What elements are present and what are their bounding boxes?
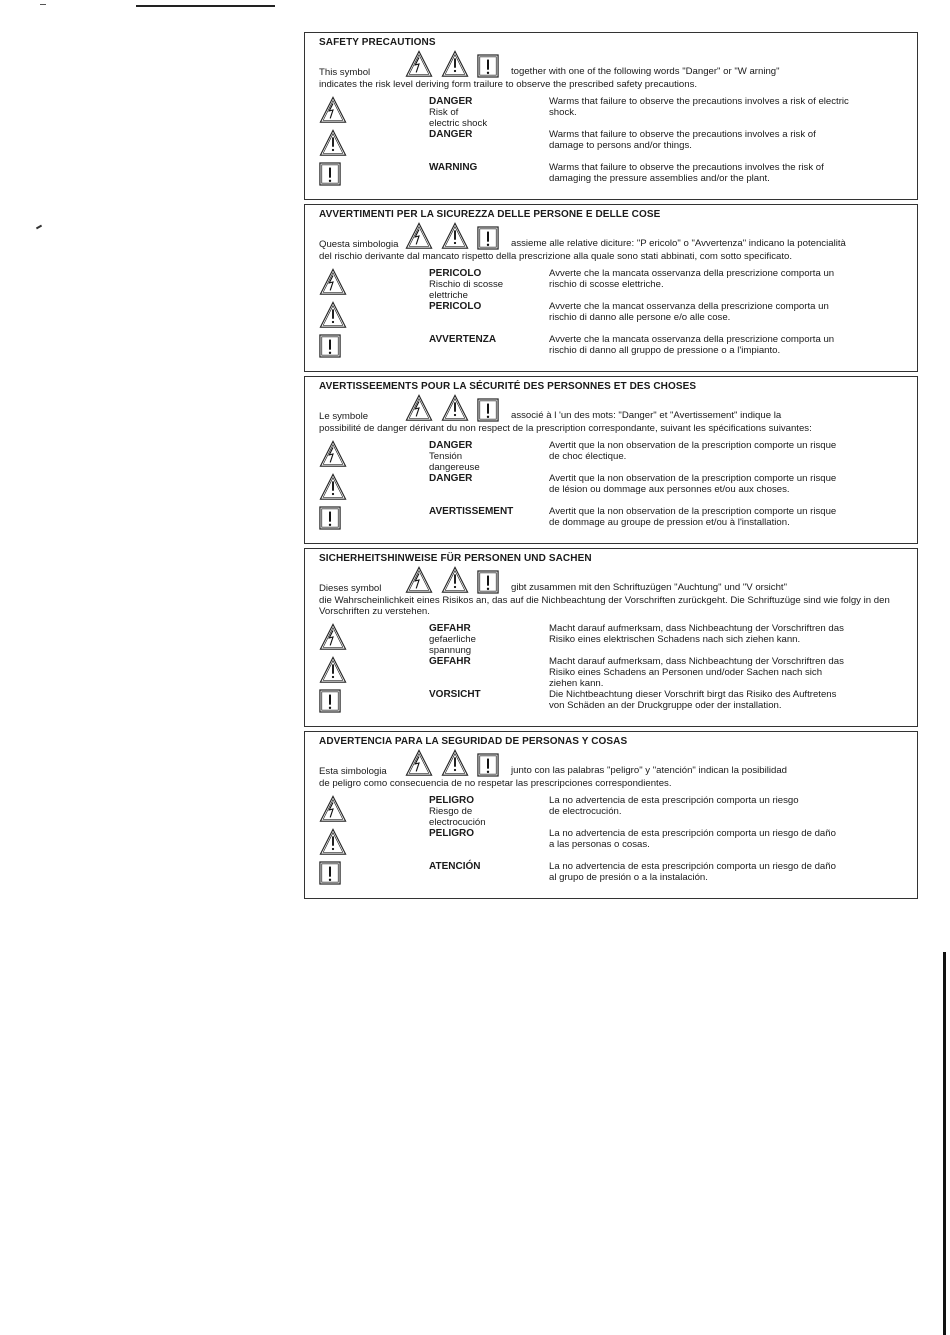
precaution-subtitle: electrocución	[429, 817, 486, 828]
description-line: Avverte che la mancat osservanza della prescrizione comporta un	[549, 301, 829, 312]
electric-shock-icon	[319, 96, 429, 129]
intro-text-continued: de peligro como consecuencia de no respetar las prescripciones correspondientes.	[319, 778, 672, 789]
precaution-description	[549, 828, 907, 861]
electric-shock-icon	[405, 566, 433, 594]
precaution-level: AVVERTENZA	[429, 334, 497, 345]
description-line: La no advertencia de esta prescripción comporta un riesgo de daño	[549, 828, 836, 839]
precaution-level: AVERTISSEMENT	[429, 506, 514, 517]
electric-shock-icon	[319, 440, 429, 473]
intro-text: junto con las palabras "peligro" y "atención" indican la posibilidad	[511, 765, 788, 776]
precaution-level: PERICOLO	[429, 301, 482, 312]
precaution-description	[549, 623, 907, 656]
danger-icon	[441, 222, 469, 250]
precaution-level: VORSICHT	[429, 689, 481, 700]
precaution-row	[319, 440, 907, 473]
description-line: Avverte che la mancata osservanza della prescrizione comporta un	[549, 334, 835, 345]
precaution-description	[549, 861, 907, 894]
precaution-subtitle: Tensión	[429, 451, 463, 462]
electric-shock-icon	[405, 394, 433, 422]
intro-lead: Esta simbologia	[319, 766, 387, 777]
precaution-label	[429, 129, 549, 162]
intro-lead: Le symbole	[319, 411, 369, 422]
section-intro	[319, 400, 907, 434]
section-intro	[319, 56, 907, 90]
danger-icon	[441, 749, 469, 777]
intro-lead: Questa simbologia	[319, 239, 399, 250]
description-line: de choc électique.	[549, 451, 627, 462]
safety-sections	[304, 32, 918, 899]
danger-icon	[319, 473, 429, 506]
precaution-row	[319, 623, 907, 656]
description-line: al grupo de presión o a la instalación.	[549, 872, 708, 883]
symbol-group	[405, 749, 499, 777]
precaution-description	[549, 795, 907, 828]
precaution-label	[429, 268, 549, 301]
precaution-description	[549, 440, 907, 473]
precaution-label	[429, 301, 549, 334]
danger-icon	[441, 394, 469, 422]
precaution-label	[429, 623, 549, 656]
warning-icon	[319, 162, 429, 195]
precaution-row	[319, 129, 907, 162]
intro-line	[319, 228, 907, 250]
description-line: von Schäden an der Druckgruppe oder der installation.	[549, 700, 782, 711]
electric-shock-icon	[319, 795, 429, 828]
precaution-label	[429, 162, 549, 195]
warning-icon	[319, 506, 429, 539]
precaution-label	[429, 440, 549, 473]
intro-lead: Dieses symbol	[319, 583, 382, 594]
warning-icon	[477, 570, 499, 594]
intro-text-continued: die Wahrscheinlichkeit eines Risikos an, das auf die Nichbeachtung der Vorschriften zurückgeht. Die Schriftuzüge sind wie folgy in den Vorschriften zu verstehen.	[319, 595, 890, 617]
precaution-list	[319, 795, 907, 894]
precaution-description	[549, 689, 907, 722]
precaution-row	[319, 506, 907, 539]
precaution-level: DANGER	[429, 129, 473, 140]
precaution-label	[429, 96, 549, 129]
description-line: rischio di danno all gruppo de pressione o a l'impianto.	[549, 345, 781, 356]
description-line: damaging the pressure assemblies and/or the plant.	[549, 173, 770, 184]
electric-shock-icon	[405, 50, 433, 78]
description-line: Avverte che la mancata osservanza della prescrizione comporta un	[549, 268, 835, 279]
intro-text: together with one of the following words "Danger" or "W arning"	[511, 66, 780, 77]
safety-section-fr	[304, 376, 918, 544]
warning-icon	[319, 334, 429, 367]
precaution-subtitle: electric shock	[429, 118, 488, 129]
precaution-description	[549, 301, 907, 334]
precaution-level: GEFAHR	[429, 623, 471, 634]
precaution-label	[429, 795, 549, 828]
precaution-row	[319, 334, 907, 367]
precaution-label	[429, 656, 549, 689]
precaution-level: PERICOLO	[429, 268, 482, 279]
description-line: La no advertencia de esta prescripción comporta un riesgo de daño	[549, 861, 836, 872]
precaution-row	[319, 861, 907, 894]
precaution-level: WARNING	[429, 162, 478, 173]
scan-mark	[36, 225, 42, 230]
description-line: Avertit que la non observation de la prescription comporte un risque	[549, 506, 837, 517]
danger-icon	[319, 656, 429, 689]
precaution-row	[319, 473, 907, 506]
intro-text: associé à l 'un des mots: "Danger" et "Avertissement" indique la	[511, 410, 782, 421]
description-line: shock.	[549, 107, 577, 118]
warning-icon	[477, 226, 499, 250]
precaution-level: DANGER	[429, 440, 473, 451]
intro-text: assieme alle relative diciture: "P ericolo" o "Avvertenza" indicano la potencialità	[511, 238, 846, 249]
precaution-row	[319, 96, 907, 129]
precaution-label	[429, 334, 549, 367]
description-line: Avertit que la non observation de la prescription comporte un risque	[549, 440, 837, 451]
precaution-label	[429, 828, 549, 861]
precaution-level: PELIGRO	[429, 795, 475, 806]
precaution-row	[319, 828, 907, 861]
electric-shock-icon	[405, 222, 433, 250]
precaution-label	[429, 506, 549, 539]
description-line: de electrocución.	[549, 806, 622, 817]
intro-text-continued: possibilité de danger dérivant du non respect de la prescription correspondante, suivant les spécifications suivantes:	[319, 423, 812, 434]
section-title: AVERTISSEEMENTS POUR LA SÉCURITÉ DES PERSONNES ET DES CHOSES	[319, 381, 697, 392]
precaution-description	[549, 656, 907, 689]
precaution-subtitle: elettriche	[429, 290, 468, 301]
warning-icon	[477, 753, 499, 777]
precaution-row	[319, 689, 907, 722]
warning-icon	[319, 689, 429, 722]
precaution-description	[549, 96, 907, 129]
intro-line	[319, 572, 907, 594]
description-line: Risiko eines elektrischen Schadens nach sich ziehen kann.	[549, 634, 801, 645]
precaution-description	[549, 334, 907, 367]
precaution-level: DANGER	[429, 96, 473, 107]
precaution-row	[319, 162, 907, 195]
precaution-subtitle: gefaerliche	[429, 634, 476, 645]
precaution-subtitle: Risk of	[429, 107, 459, 118]
precaution-description	[549, 268, 907, 301]
precaution-list	[319, 268, 907, 367]
section-intro	[319, 755, 907, 789]
intro-text-continued: indicates the risk level deriving form trailure to observe the prescribed safety precautions.	[319, 79, 698, 90]
precaution-description	[549, 473, 907, 506]
intro-line	[319, 56, 907, 78]
precaution-row	[319, 656, 907, 689]
warning-icon	[477, 398, 499, 422]
description-line: ziehen kann.	[549, 678, 604, 689]
description-line: rischio di danno alle persone e/o alle cose.	[549, 312, 731, 323]
precaution-level: GEFAHR	[429, 656, 471, 667]
section-title: SICHERHEITSHINWEISE FÜR PERSONEN UND SACHEN	[319, 553, 592, 564]
description-line: Avertit que la non observation de la prescription comporte un risque	[549, 473, 837, 484]
precaution-row	[319, 268, 907, 301]
description-line: Risiko eines Schadens an Personen und/oder Sachen nach sich	[549, 667, 823, 678]
scan-edge-bar	[943, 952, 946, 1335]
intro-line	[319, 755, 907, 777]
precaution-list	[319, 623, 907, 722]
description-line: Warms that failure to observe the precautions involves the risk of	[549, 162, 824, 173]
warning-icon	[477, 54, 499, 78]
safety-section-it	[304, 204, 918, 372]
precaution-level: DANGER	[429, 473, 473, 484]
section-intro	[319, 572, 907, 617]
safety-section-de	[304, 548, 918, 727]
symbol-group	[405, 50, 499, 78]
precaution-label	[429, 689, 549, 722]
precaution-subtitle: Riesgo de	[429, 806, 473, 817]
precaution-subtitle: dangereuse	[429, 462, 480, 473]
precaution-level: ATENCIÓN	[429, 861, 481, 872]
description-line: de lésion ou dommage aux personnes et/ou aux choses.	[549, 484, 790, 495]
precaution-subtitle: spannung	[429, 645, 472, 656]
description-line: de dommage au groupe de pression et/ou à l'installation.	[549, 517, 790, 528]
precaution-label	[429, 861, 549, 894]
precaution-subtitle: Rischio di scosse	[429, 279, 504, 290]
description-line: Macht darauf aufmerksam, dass Nichbeachtung der Vorschriftren das	[549, 656, 844, 667]
description-line: damage to persons and/or things.	[549, 140, 692, 151]
description-line: rischio di scosse elettriche.	[549, 279, 664, 290]
section-title: ADVERTENCIA PARA LA SEGURIDAD DE PERSONAS Y COSAS	[319, 736, 628, 747]
precaution-row	[319, 301, 907, 334]
section-title: AVVERTIMENTI PER LA SICUREZZA DELLE PERSONE E DELLE COSE	[319, 209, 661, 220]
intro-line	[319, 400, 907, 422]
margin-mark	[40, 4, 46, 5]
precaution-row	[319, 795, 907, 828]
description-line: La no advertencia de esta prescripción comporta un riesgo	[549, 795, 799, 806]
description-line: a las personas o cosas.	[549, 839, 650, 850]
danger-icon	[441, 566, 469, 594]
description-line: Macht darauf aufmerksam, dass Nichbeachtung der Vorschriftren das	[549, 623, 844, 634]
section-title: SAFETY PRECAUTIONS	[319, 37, 436, 48]
description-line: Warms that failure to observe the precautions involves a risk of	[549, 129, 816, 140]
precaution-list	[319, 96, 907, 195]
warning-icon	[319, 861, 429, 894]
danger-icon	[441, 50, 469, 78]
safety-section-es	[304, 731, 918, 899]
description-line: Warms that failure to observe the precautions involves a risk of electric	[549, 96, 849, 107]
precaution-description	[549, 506, 907, 539]
symbol-group	[405, 222, 499, 250]
intro-text: gibt zusammen mit den Schriftuzügen "Auchtung" und "V orsicht"	[511, 582, 787, 593]
danger-icon	[319, 828, 429, 861]
precaution-label	[429, 473, 549, 506]
danger-icon	[319, 129, 429, 162]
intro-lead: This symbol	[319, 67, 371, 78]
section-intro	[319, 228, 907, 262]
safety-section-en	[304, 32, 918, 200]
intro-text-continued: del rischio derivante dal mancato rispetto della prescrizione alla quale sono stati abbinati, com sotto specificato.	[319, 251, 793, 262]
precaution-description	[549, 162, 907, 195]
electric-shock-icon	[405, 749, 433, 777]
danger-icon	[319, 301, 429, 334]
precaution-level: PELIGRO	[429, 828, 475, 839]
precaution-description	[549, 129, 907, 162]
symbol-group	[405, 394, 499, 422]
symbol-group	[405, 566, 499, 594]
electric-shock-icon	[319, 623, 429, 656]
description-line: Die Nichtbeachtung dieser Vorschrift birgt das Risiko des Auftretens	[549, 689, 837, 700]
precaution-list	[319, 440, 907, 539]
header-rule	[136, 5, 275, 7]
electric-shock-icon	[319, 268, 429, 301]
